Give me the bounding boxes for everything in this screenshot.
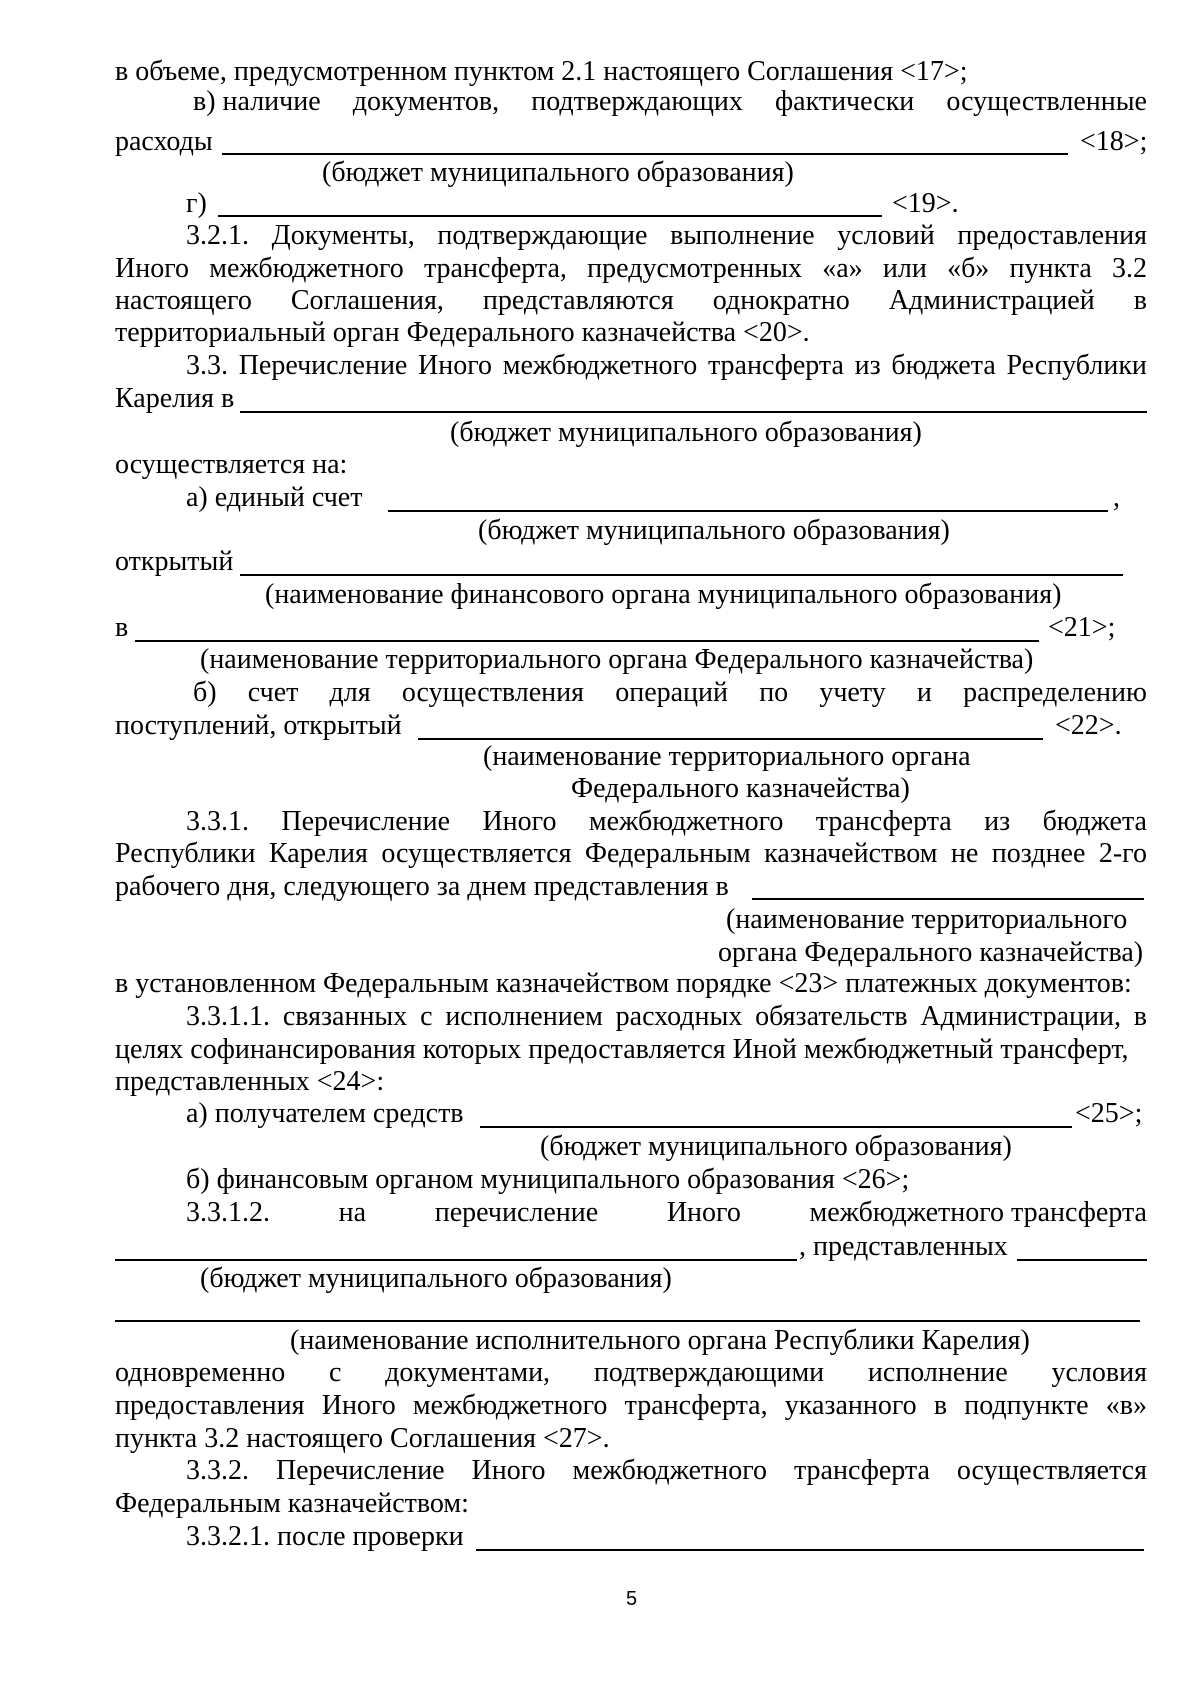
word: Иного	[471, 1455, 546, 1486]
word: исполнение	[867, 1357, 1008, 1388]
fill-in-blank	[476, 1549, 1144, 1551]
word: Администрации,	[920, 1001, 1121, 1032]
fill-in-blank	[240, 574, 1123, 576]
text-line: поступлений, открытый	[115, 710, 402, 741]
word: в) наличие	[193, 86, 321, 117]
word: Республики	[1006, 350, 1147, 381]
justified-line	[193, 86, 1147, 118]
field-caption: (бюджет муниципального образования)	[540, 1131, 1012, 1162]
text-line: г)	[186, 188, 207, 219]
text-line: представленных <24>:	[115, 1066, 385, 1097]
word: Иного	[666, 1197, 741, 1228]
word: 2-го	[1098, 838, 1147, 869]
word: подтверждающими	[593, 1357, 825, 1388]
text-line: территориальный орган Федерального казначейства <20>.	[115, 317, 810, 348]
word: предоставления	[115, 1390, 305, 1421]
field-caption: (наименование территориального органа Федерального казначейства)	[200, 644, 1034, 675]
page-number: 5	[626, 1588, 638, 1610]
word: Республики	[115, 838, 256, 869]
justified-line	[115, 253, 1147, 285]
justified-line	[115, 1357, 1147, 1389]
word: по	[759, 677, 789, 708]
word: Иного	[321, 1390, 396, 1421]
word: осуществленные	[946, 86, 1147, 117]
word: из	[854, 350, 881, 381]
word: учету	[819, 677, 886, 708]
word: казначейством	[764, 838, 938, 869]
justified-line	[115, 285, 1147, 317]
fill-in-blank	[388, 510, 1108, 512]
fill-in-blank	[222, 153, 1068, 155]
word: 3.3.1.	[186, 806, 249, 837]
word: трансферта	[793, 1455, 930, 1486]
word: «в»	[1105, 1390, 1147, 1421]
word: операций	[615, 677, 729, 708]
word: представляются	[482, 285, 674, 316]
word: выполнение	[670, 220, 815, 251]
word: перечисление	[434, 1197, 599, 1228]
text-line: пункта 3.2 настоящего Соглашения <27>.	[115, 1423, 610, 1454]
fill-in-blank	[115, 1259, 797, 1261]
field-caption: (бюджет муниципального образования)	[450, 417, 922, 448]
word: для	[329, 677, 371, 708]
word: позднее	[991, 838, 1086, 869]
word: осуществления	[401, 677, 585, 708]
field-caption: (наименование территориального	[726, 904, 1128, 935]
word: счет	[247, 677, 299, 708]
word: трансферта	[815, 806, 952, 837]
word: Администрацией	[888, 285, 1095, 316]
word: межбюджетного	[412, 1390, 608, 1421]
fill-in-blank	[480, 1126, 1072, 1128]
word: однократно	[712, 285, 850, 316]
justified-line	[186, 220, 1147, 252]
word: распределению	[963, 677, 1147, 708]
word: «а»	[822, 253, 863, 284]
word: Соглашения,	[290, 285, 444, 316]
footnote-ref: <19>.	[892, 188, 959, 219]
fill-in-blank	[418, 738, 1043, 740]
footnote-ref: <18>;	[1080, 126, 1148, 157]
text-line: целях софинансирования которых предоставляется Иной межбюджетный трансферт,	[115, 1034, 1129, 1065]
justified-line	[193, 677, 1147, 709]
fill-in-blank	[240, 411, 1147, 413]
word: Федеральным	[584, 838, 751, 869]
word: исполнением	[445, 1001, 603, 1032]
word: 3.3.1.2.	[186, 1197, 270, 1228]
word: 3.3.1.1.	[186, 1001, 270, 1032]
word: 3.2.1.	[186, 220, 249, 251]
justified-line	[186, 1455, 1147, 1487]
field-caption: Федерального казначейства)	[571, 773, 910, 804]
word: настоящего	[115, 285, 252, 316]
word: подпункте	[964, 1390, 1089, 1421]
word: б)	[193, 677, 217, 708]
text-line: открытый	[115, 546, 234, 577]
text-line: в установленном Федеральным казначейством порядке <23> платежных документов:	[115, 968, 1132, 999]
word: 3.3.	[186, 350, 228, 381]
text-line: Федеральным казначейством:	[115, 1488, 469, 1519]
fill-in-blank	[115, 1320, 1140, 1322]
word: межбюджетного	[572, 1455, 768, 1486]
word: Перечисление	[238, 350, 408, 381]
text-line: рабочего дня, следующего за днем представления в	[115, 871, 729, 902]
word: бюджета	[891, 350, 996, 381]
word: предусмотренных	[587, 253, 803, 284]
word: на	[338, 1197, 367, 1228]
field-caption: (наименование исполнительного органа Республики Карелия)	[290, 1325, 1030, 1356]
field-caption: (бюджет муниципального образования)	[478, 515, 950, 546]
word: подтверждающие	[437, 220, 648, 251]
footnote-ref: <25>;	[1075, 1098, 1143, 1129]
word: в	[933, 1390, 948, 1421]
footnote-ref: <21>;	[1048, 612, 1116, 643]
word: «б»	[947, 253, 990, 284]
word: межбюджетного	[209, 253, 404, 284]
justified-line	[115, 838, 1147, 870]
word: фактически	[775, 86, 915, 117]
word: подтверждающих	[531, 86, 743, 117]
text-line: ,	[1113, 482, 1120, 513]
text-line: б) финансовым органом муниципального образования <26>;	[186, 1164, 910, 1195]
fill-in-blank	[1017, 1259, 1147, 1261]
footnote-ref: <22>.	[1055, 710, 1122, 741]
justified-line	[186, 350, 1147, 382]
word: и	[916, 677, 932, 708]
word: не	[950, 838, 979, 869]
text-line: а) единый счет	[186, 482, 363, 513]
word: предоставления	[957, 220, 1147, 251]
word: указанного	[784, 1390, 917, 1421]
word: 3.2	[1111, 253, 1147, 284]
word: Иного	[115, 253, 189, 284]
word: Перечисление	[275, 1455, 445, 1486]
word: трансферта	[707, 350, 844, 381]
justified-line	[186, 806, 1147, 838]
word: Карелия	[268, 838, 368, 869]
justified-line	[115, 1390, 1147, 1422]
justified-line	[186, 1001, 1147, 1033]
text-line: в	[115, 612, 129, 643]
word: Иного	[482, 806, 557, 837]
word: связанных	[282, 1001, 408, 1032]
word: межбюджетного трансферта	[809, 1197, 1147, 1228]
text-line: в объеме, предусмотренном пунктом 2.1 настоящего Соглашения <17>;	[115, 56, 968, 87]
word: межбюджетного	[588, 806, 784, 837]
field-caption: (наименование территориального органа	[483, 741, 971, 772]
fill-in-blank	[752, 898, 1144, 900]
word: осуществляется	[956, 1455, 1147, 1486]
field-caption: (бюджет муниципального образования)	[200, 1263, 672, 1294]
word: осуществляется	[381, 838, 572, 869]
word: трансферта,	[423, 253, 567, 284]
word: межбюджетного	[502, 350, 698, 381]
text-line: осуществляется на:	[115, 449, 348, 480]
word: документами,	[385, 1357, 551, 1388]
text-line: а) получателем средств	[186, 1098, 464, 1129]
word: Перечисление	[281, 806, 451, 837]
text-line: расходы	[115, 126, 213, 157]
field-caption: органа Федерального казначейства)	[718, 937, 1144, 968]
word: Документы,	[271, 220, 415, 251]
word: Иного	[418, 350, 493, 381]
word: документов,	[352, 86, 500, 117]
text-line: , представленных	[799, 1231, 1008, 1262]
fill-in-blank	[135, 640, 1039, 642]
word: из	[984, 806, 1011, 837]
word: 3.3.2.	[186, 1455, 249, 1486]
word: обязательств	[755, 1001, 908, 1032]
field-caption: (наименование финансового органа муниципального образования)	[265, 579, 1062, 610]
word: трансферта,	[624, 1390, 768, 1421]
word: условия	[1051, 1357, 1147, 1388]
justified-line	[186, 1197, 1147, 1229]
word: пункта	[1009, 253, 1092, 284]
word: в	[1133, 1001, 1147, 1032]
word: с	[420, 1001, 433, 1032]
word: расходных	[615, 1001, 743, 1032]
word: бюджета	[1042, 806, 1147, 837]
field-caption: (бюджет муниципального образования)	[322, 157, 794, 188]
fill-in-blank	[218, 215, 882, 217]
word: условий	[837, 220, 935, 251]
word: одновременно	[115, 1357, 286, 1388]
text-line: Карелия в	[115, 383, 235, 414]
word: или	[882, 253, 927, 284]
word: с	[328, 1357, 342, 1388]
text-line: 3.3.2.1. после проверки	[186, 1521, 464, 1552]
word: в	[1133, 285, 1147, 316]
